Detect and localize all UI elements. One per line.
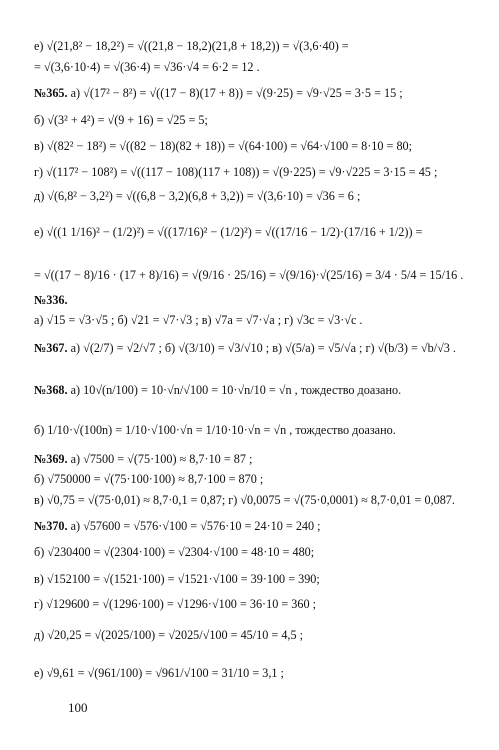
line-23: е) √9,61 = √(961/100) = √961/√100 = 31/10 = 3,1 ; (34, 666, 284, 680)
line-22: д) √20,25 = √(2025/100) = √2025/√100 = 45/10 = 4,5 ; (34, 628, 303, 642)
line-5: в) √(82² − 18²) = √((82 − 18)(82 + 18)) = √(64·100) = √64·√100 = 8·10 = 80; (34, 139, 413, 153)
line-16: б) √750000 = √(75·100·100) ≈ 8,7·100 = 870 ; (34, 472, 264, 486)
line-21: г) √129600 = √(1296·100) = √1296·√100 = 36·10 = 360 ; (34, 597, 316, 611)
line-6: г) √(117² − 108²) = √((117 − 108)(117 + 108)) = √(9·225) = √9·√225 = 3·15 = 45 ; (34, 165, 438, 179)
line-10 (34, 293, 493, 307)
line-13: №368. а) 10√(n/100) = 10·√n/√100 = 10·√n/10 = √n , тождество доазано. (34, 383, 402, 397)
line-19: б) √230400 = √(2304·100) = √2304·√100 = 48·10 = 480; (34, 545, 315, 559)
line-15: №369. а) √7500 = √(75·100) ≈ 8,7·10 = 87 ; (34, 452, 253, 466)
line-8: е) √((1 1/16)² − (1/2)²) = √((17/16)² − (1/2)²) = √((17/16 − 1/2)·(17/16 + 1/2)) = (34, 225, 423, 239)
line-1: е) √(21,8² − 18,2²) = √((21,8 − 18,2)(21,8 + 18,2)) = √(3,6·40) = (34, 39, 349, 53)
line-7: д) √(6,8² − 3,2²) = √((6,8 − 3,2)(6,8 + 3,2)) = √(3,6·10) = √36 = 6 ; (34, 189, 361, 203)
line-11: а) √15 = √3·√5 ; б) √21 = √7·√3 ; в) √7a = √7·√a ; г) √3c = √3·√c . (34, 313, 363, 327)
line-18: №370. а) √57600 = √576·√100 = √576·10 = 24·10 = 240 ; (34, 519, 321, 533)
problem-number: №368. (34, 383, 68, 397)
line-3: №365. а) √(17² − 8²) = √((17 − 8)(17 + 8)) = √(9·25) = √9·√25 = 3·5 = 15 ; (34, 86, 403, 100)
line-17: в) √0,75 = √(75·0,01) ≈ 8,7·0,1 = 0,87; г) √0,0075 = √(75·0,0001) ≈ 8,7·0,01 = 0,087. (34, 493, 455, 507)
problem-number: №367. (34, 341, 68, 355)
problem-number: №365. (34, 86, 68, 100)
problem-number: №370. (34, 519, 68, 533)
line-2: = √(3,6·10·4) = √(36·4) = √36·√4 = 6·2 = 12 . (34, 60, 260, 74)
line-9: = √((17 − 8)/16 · (17 + 8)/16) = √(9/16 · 25/16) = √(9/16)·√(25/16) = 3/4 · 5/4 = 15/16 . (34, 268, 464, 282)
line-20: в) √152100 = √(1521·100) = √1521·√100 = 39·100 = 390; (34, 572, 320, 586)
line-4: б) √(3² + 4²) = √(9 + 16) = √25 = 5; (34, 113, 208, 127)
line-14: б) 1/10·√(100n) = 1/10·√100·√n = 1/10·10·√n = √n , тождество доазано. (34, 423, 396, 437)
page-number: 100 (68, 700, 88, 715)
line-12: №367. а) √(2/7) = √2/√7 ; б) √(3/10) = √3/√10 ; в) √(5/a) = √5/√a ; г) √(b/3) = √b/√3 . (34, 341, 456, 355)
problem-number: №336. (34, 293, 68, 307)
problem-number: №369. (34, 452, 68, 466)
